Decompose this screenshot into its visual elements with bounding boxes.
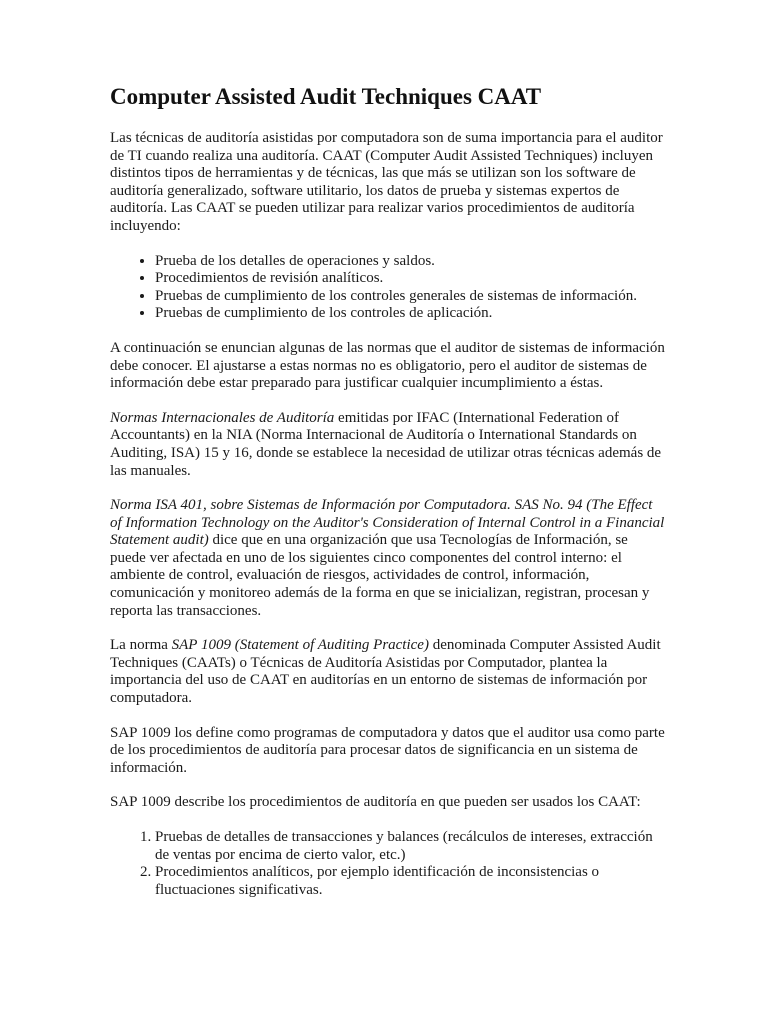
nia-paragraph <box>110 410 665 480</box>
numbered-item: 2. Procedimientos analíticos, por ejemplo identificación de inconsistencias o fluctuaciones significativas. <box>155 864 665 899</box>
sap-italic-text: SAP 1009 (Statement of Auditing Practice) <box>171 637 429 654</box>
document-page <box>110 82 665 916</box>
bullet-item: • Pruebas de cumplimiento de los controles generales de sistemas de información. <box>155 288 665 306</box>
sap-define-paragraph: SAP 1009 los define como programas de computadora y datos que el auditor usa como parte de los procedimientos de auditoría para procesar datos de significancia en un sistema de información. <box>110 724 665 776</box>
bullet-item: • Pruebas de cumplimiento de los controles de aplicación. <box>155 305 665 323</box>
page-title: Computer Assisted Audit Techniques CAAT <box>110 84 542 109</box>
sap-rest-text: denominada Computer Assisted Audit Techniques (CAATs) o Técnicas de Auditoría Asistidas por Computador, plantea la importancia del uso de CAAT en auditorías en un entorno de sistemas de información por computadora. <box>110 637 661 707</box>
nia-rest-text: emitidas por IFAC (International Federation of Accountants) en la NIA (Norma Internacional de Auditoría o International Standards on Auditing, ISA) 15 y 16, donde se establece la necesidad de utilizar otras técnicas además de las manuales. <box>110 409 662 479</box>
bullet-item: • Procedimientos de revisión analíticos. <box>155 270 665 288</box>
bullet-item: • Prueba de los detalles de operaciones y saldos. <box>155 253 665 271</box>
sap-before-text: La norma <box>110 637 172 654</box>
numbered-item: 1. Pruebas de detalles de transacciones y balances (recálculos de intereses, extracción de ventas por encima de cierto valor, etc.) <box>155 829 665 864</box>
caat-procedures-numbered-list <box>110 829 665 899</box>
normas-paragraph: A continuación se enuncian algunas de las normas que el auditor de sistemas de información debe conocer. El ajustarse a estas normas no es obligatorio, pero el auditor de sistemas de información debe estar preparado para justificar cualquier incumplimiento a éstas. <box>110 339 665 392</box>
sap-describe-paragraph: SAP 1009 describe los procedimientos de auditoría en que pueden ser usados los CAAT: <box>110 794 641 811</box>
isa-rest-text: dice que en una organización que usa Tecnologías de Información, se puede ver afectada en uno de los siguientes cinco componentes del control interno: el ambiente de control, evaluación de riesgos, actividades de control, información, comunicación y monitoreo además de la forma en que se inicializan, registran, procesan y reporta las transacciones. <box>110 532 650 619</box>
nia-italic-text: Normas Internacionales de Auditoría <box>110 409 335 426</box>
intro-paragraph: Las técnicas de auditoría asistidas por computadora son de suma importancia para el auditor de TI cuando realiza una auditoría. CAAT (Computer Audit Assisted Techniques) incluyen distintos tipos de herramientas y de técnicas, las que más se utilizan son los software de auditoría generalizado, software utilitario, los datos de prueba y sistemas expertos de auditoría. Las CAAT se pueden utilizar para realizar varios procedimientos de auditoría incluyendo: <box>110 130 663 234</box>
sap-paragraph <box>110 637 665 707</box>
procedures-bullet-list <box>110 253 665 323</box>
isa-italic-text: Norma ISA 401, sobre Sistemas de Información por Computadora. SAS No. 94 (The Effect of Information Technology on the Auditor's Consideration of Internal Control in a Financial Statement audit) <box>110 497 665 549</box>
isa-paragraph <box>110 497 665 620</box>
